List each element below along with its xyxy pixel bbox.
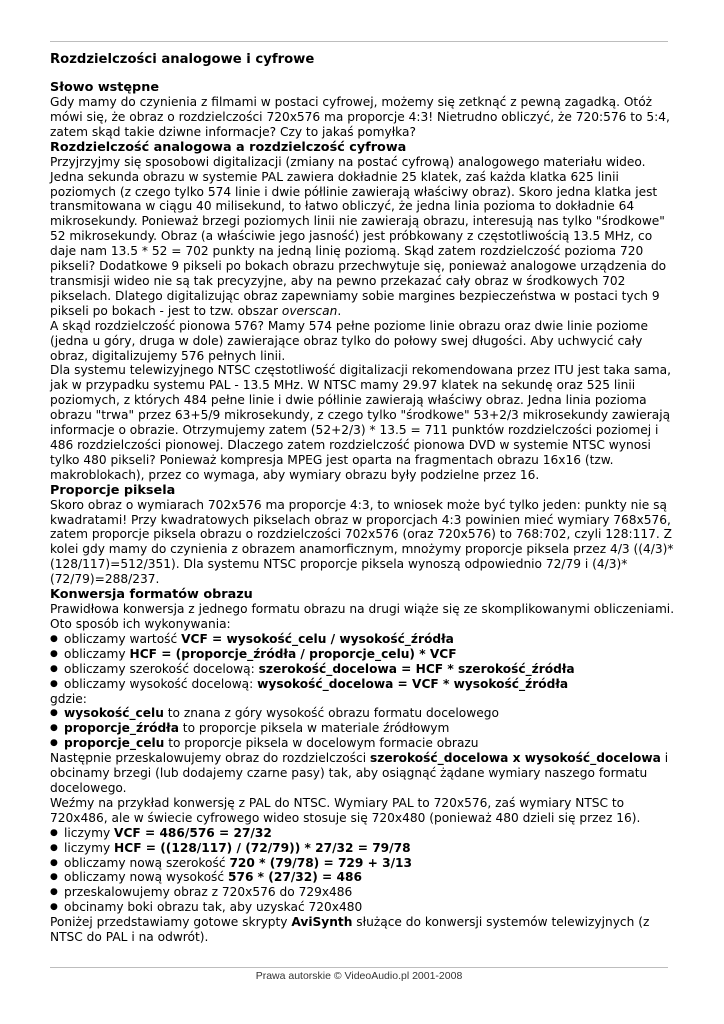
where-label: gdzie:: [50, 691, 87, 706]
analog-p2-text: Jedna sekunda obrazu w systemie PAL zawiera dokładnie 25 klatek, zaś każda klatka 625 linii poziomych (z czego tylko 574 linie i dwie półlinie zawierają właściwy obraz). Skoro jedna klatka jest transmitowana w ciągu 40 milisekund, to łatwo obliczyć, że jedna linia pozioma to dokładnie 64 mikrosekundy. Ponieważ brzegi poziomych linii nie zawierają obrazu, interesują nas tylko "środkowe" 52 mikrosekundy. Obraz (a właściwie jego jasność) jest próbkowany z częstotliwością 13.5 MHz, co daje nam 13.5 * 52 = 702 punkty na jedną linię poziomą. Skąd zatem rozdzielczość pozioma 720 pikseli? Dodatkowe 9 pikseli po bokach obrazu przechwytuje się, ponieważ analogowe urządzenia do transmisji wideo nie są tak precyzyjne, aby na pewno przekazać cały obraz w środkowych 702 pikselach. Dlatego digitalizując obraz zapewniamy sobie margines bezpieczeństwa w postaci tych 9 pikseli po bokach - jest to tzw. obszar: [50, 169, 667, 318]
pixel-paragraph: Skoro obraz o wymiarach 702x576 ma proporcje 4:3, to wniosek może być tylko jeden: punkty nie są kwadratami! Przy kwadratowych pikselach obraz w proporcjach 4:3 powinien mieć wymiary 768x576, zatem proporcje piksela obrazu o rozdzielczości 702x576 (oraz 720x576) to 768:702, czyli 128:117. Z kolei gdy mamy do czynienia z obrazem anamorficznym, mnożymy proporcje piksela przez 4/3 ((4/3)*(128/117)=512/351). Dla systemu NTSC proporcje piksela wynoszą odpowiednio 72/79 i (4/3)*(72/79)=288/237.: [50, 497, 674, 587]
section-heading-intro: Słowo wstępne: [50, 80, 160, 95]
formula-steps-list: [50, 632, 678, 692]
definitions-list: [50, 706, 678, 751]
list-item: ● proporcje_celu to proporcje piksela w docelowym formacie obrazu: [50, 736, 678, 751]
avisynth-term: AviSynth: [291, 915, 353, 930]
list-item: ● obliczamy wartość VCF = wysokość_celu / wysokość_źródła: [50, 632, 678, 647]
convert-paragraph-4: Poniżej przedstawiamy gotowe skrypty AviSynth służące do konwersji systemów telewizyjnych (z NTSC do PAL i na odwrót).: [50, 915, 650, 945]
overscan-term: overscan: [281, 303, 338, 318]
section-heading-pixel: Proporcje piksela: [50, 482, 176, 498]
list-item: ● przeskalowujemy obraz z 720x576 do 729x486: [50, 885, 678, 900]
convert-paragraph-3: Weźmy na przykład konwersję z PAL do NTSC. Wymiary PAL to 720x576, zaś wymiary NTSC to 720x486, ale w świecie cyfrowego wideo stosuje się 720x480 (ponieważ 480 dzieli się przez 16).: [50, 795, 641, 825]
convert-paragraph-2: Następnie przeskalowujemy obraz do rozdzielczości szerokość_docelowa x wysokość_docelowa i obcinamy brzegi (lub dodajemy czarne pasy) tak, aby osiągnąć żądane wymiary naszego formatu docelowego.: [50, 751, 669, 795]
list-item: ● obliczamy wysokość docelową: wysokość_docelowa = VCF * wysokość_źródła: [50, 677, 678, 692]
list-item: ● obliczamy nową wysokość 576 * (27/32) = 486: [50, 870, 678, 885]
section-heading-analog: Rozdzielczość analogowa a rozdzielczość cyfrowa: [50, 139, 407, 155]
section-heading-convert: Konwersja formatów obrazu: [50, 587, 253, 603]
list-item: ● obliczamy nową szerokość 720 * (79/78) = 729 + 3/13: [50, 856, 678, 871]
copyright-footer: Prawa autorskie © VideoAudio.pl 2001-2008: [255, 970, 463, 982]
analog-paragraph-3: A skąd rozdzielczość pionowa 576? Mamy 574 pełne poziome linie obrazu oraz dwie linie poziome (jedna u góry, druga w dole) zawierające obraz tylko do połowy swej długości. Aby uchwycić cały obraz, digitalizujemy 576 pełnych linii.: [50, 318, 649, 363]
analog-paragraph-2: [50, 170, 678, 319]
example-steps-list: [50, 826, 678, 915]
convert-paragraph-1: Prawidłowa konwersja z jednego formatu obrazu na drugi wiąże się ze skomplikowanymi obliczeniami. Oto sposób ich wykonywania:: [50, 602, 675, 631]
list-item: ● obliczamy HCF = (proporcje_źródła / proporcje_celu) * VCF: [50, 647, 678, 662]
analog-p2-end: .: [337, 303, 342, 318]
document-title: Rozdzielczości analogowe i cyfrowe: [50, 52, 315, 67]
intro-paragraph: Gdy mamy do czynienia z filmami w postaci cyfrowej, możemy się zetknąć z pewną zagadką. Otóż mówi się, że obraz o rozdzielczości 720x576 ma proporcje 4:3! Nietrudno obliczyć, że 720:576 to 5:4, zatem skąd takie dziwne informacje? Czy to jakaś pomyłka?: [50, 95, 670, 139]
list-item: ● obcinamy boki obrazu tak, aby uzyskać 720x480: [50, 900, 678, 915]
list-item: ● liczymy VCF = 486/576 = 27/32: [50, 826, 678, 841]
list-item: ● wysokość_celu to znana z góry wysokość obrazu formatu docelowego: [50, 706, 678, 721]
list-item: ● liczymy HCF = ((128/117) / (72/79)) * 27/32 = 79/78: [50, 841, 678, 856]
document-body: [50, 80, 678, 945]
bottom-divider: [50, 967, 668, 968]
analog-paragraph-4: Dla systemu telewizyjnego NTSC częstotliwość digitalizacji rekomendowana przez ITU jest taka sama, jak w przypadku systemu PAL - 13.5 MHz. W NTSC mamy 29.97 klatek na sekundę oraz 525 linii poziomych, z których 484 pełne linie i dwie półlinie zawierają właściwy obraz. Jedna linia pozioma obrazu "trwa" przez 63+5/9 mikrosekundy, z czego tylko "środkowe" 53+2/3 mikrosekundy zawierają informacje o obrazie. Otrzymujemy zatem (52+2/3) * 13.5 = 711 punktów rozdzielczości poziomej i 486 rozdzielczości pionowej. Dlaczego zatem rozdzielczość pionowa DVD w systemie NTSC wynosi tylko 480 pikseli? Ponieważ kompresja MPEG jest oparta na fragmentach obrazu 16x16 (tzw. makroblokach), przez co wymaga, aby wymiary obrazu były podzielne przez 16.: [50, 363, 672, 482]
list-item: ● proporcje_źródła to proporcje piksela w materiale źródłowym: [50, 721, 678, 736]
analog-paragraph-1: Przyjrzyjmy się sposobowi digitalizacji (zmiany na postać cyfrową) analogowego materiału wideo.: [50, 154, 646, 169]
list-item: ● obliczamy szerokość docelową: szerokość_docelowa = HCF * szerokość_źródła: [50, 662, 678, 677]
top-divider: [50, 41, 668, 42]
